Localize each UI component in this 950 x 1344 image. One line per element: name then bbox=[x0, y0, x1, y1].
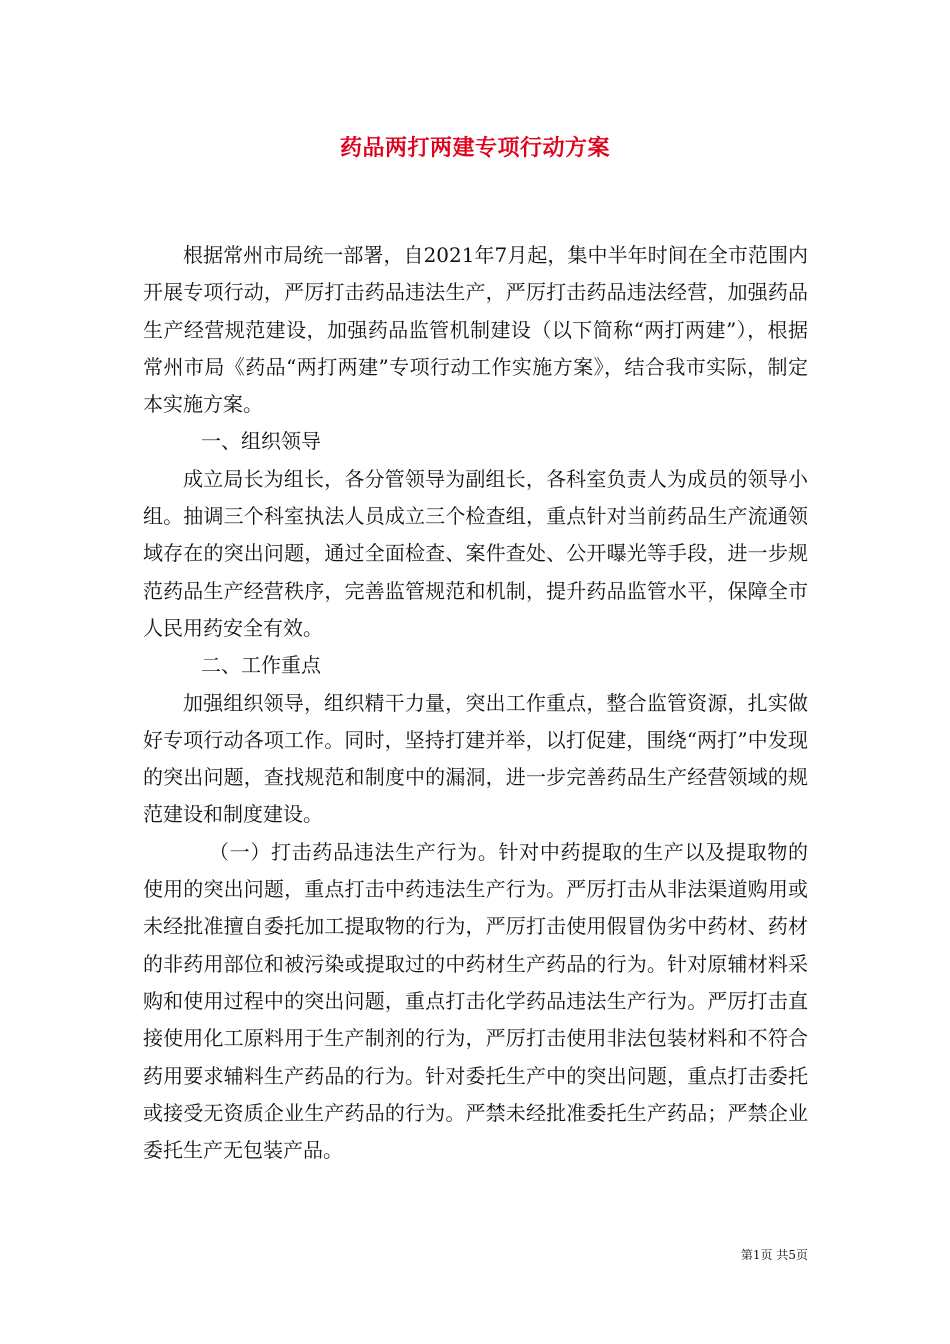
document-title: 药品两打两建专项行动方案 bbox=[339, 135, 610, 161]
focus-paragraph: 加强组织领导，组织精干力量，突出工作重点，整合监管资源，扎实做好专项行动各项工作。同时，坚持打建并举，以打促建，围绕“两打”中发现的突出问题，查找规范和制度中的漏洞，进一步完善药品生产经营领域的规范建设和制度建设。 bbox=[143, 690, 808, 827]
section-heading-organization: 一、组织领导 bbox=[201, 429, 321, 454]
subsection-production-paragraph: （一）打击药品违法生产行为。针对中药提取的生产以及提取物的使用的突出问题，重点打击中药违法生产行为。严厉打击从非法渠道购用或未经批准擅自委托加工提取物的行为，严厉打击使用假冒伪劣中药材、药材的非药用部位和被污染或提取过的中药材生产药品的行为。针对原辅材料采购和使用过程中的突出问题，重点打击化学药品违法生产行为。严厉打击直接使用化工原料用于生产制剂的行为，严厉打击使用非法包装材料和不符合药用要求辅料生产药品的行为。针对委托生产中的突出问题，重点打击委托或接受无资质企业生产药品的行为。严禁未经批准委托生产药品；严禁企业委托生产无包装产品。 bbox=[143, 839, 808, 1163]
page-number: 第1页 共5页 bbox=[740, 1248, 808, 1262]
intro-paragraph: 根据常州市局统一部署，自2021年7月起，集中半年时间在全市范围内开展专项行动，严厉打击药品违法生产，严厉打击药品违法经营，加强药品生产经营规范建设，加强药品监管机制建设（以下简称“两打两建”），根据常州市局《药品“两打两建”专项行动工作实施方案》，结合我市实际，制定本实施方案。 bbox=[143, 243, 808, 417]
document-body bbox=[143, 237, 808, 1169]
organization-paragraph: 成立局长为组长，各分管领导为副组长，各科室负责人为成员的领导小组。抽调三个科室执法人员成立三个检查组，重点针对当前药品生产流通领域存在的突出问题，通过全面检查、案件查处、公开曝光等手段，进一步规范药品生产经营秩序，完善监管规范和机制，提升药品监管水平，保障全市人民用药安全有效。 bbox=[143, 466, 808, 640]
section-heading-focus: 二、工作重点 bbox=[201, 653, 321, 678]
